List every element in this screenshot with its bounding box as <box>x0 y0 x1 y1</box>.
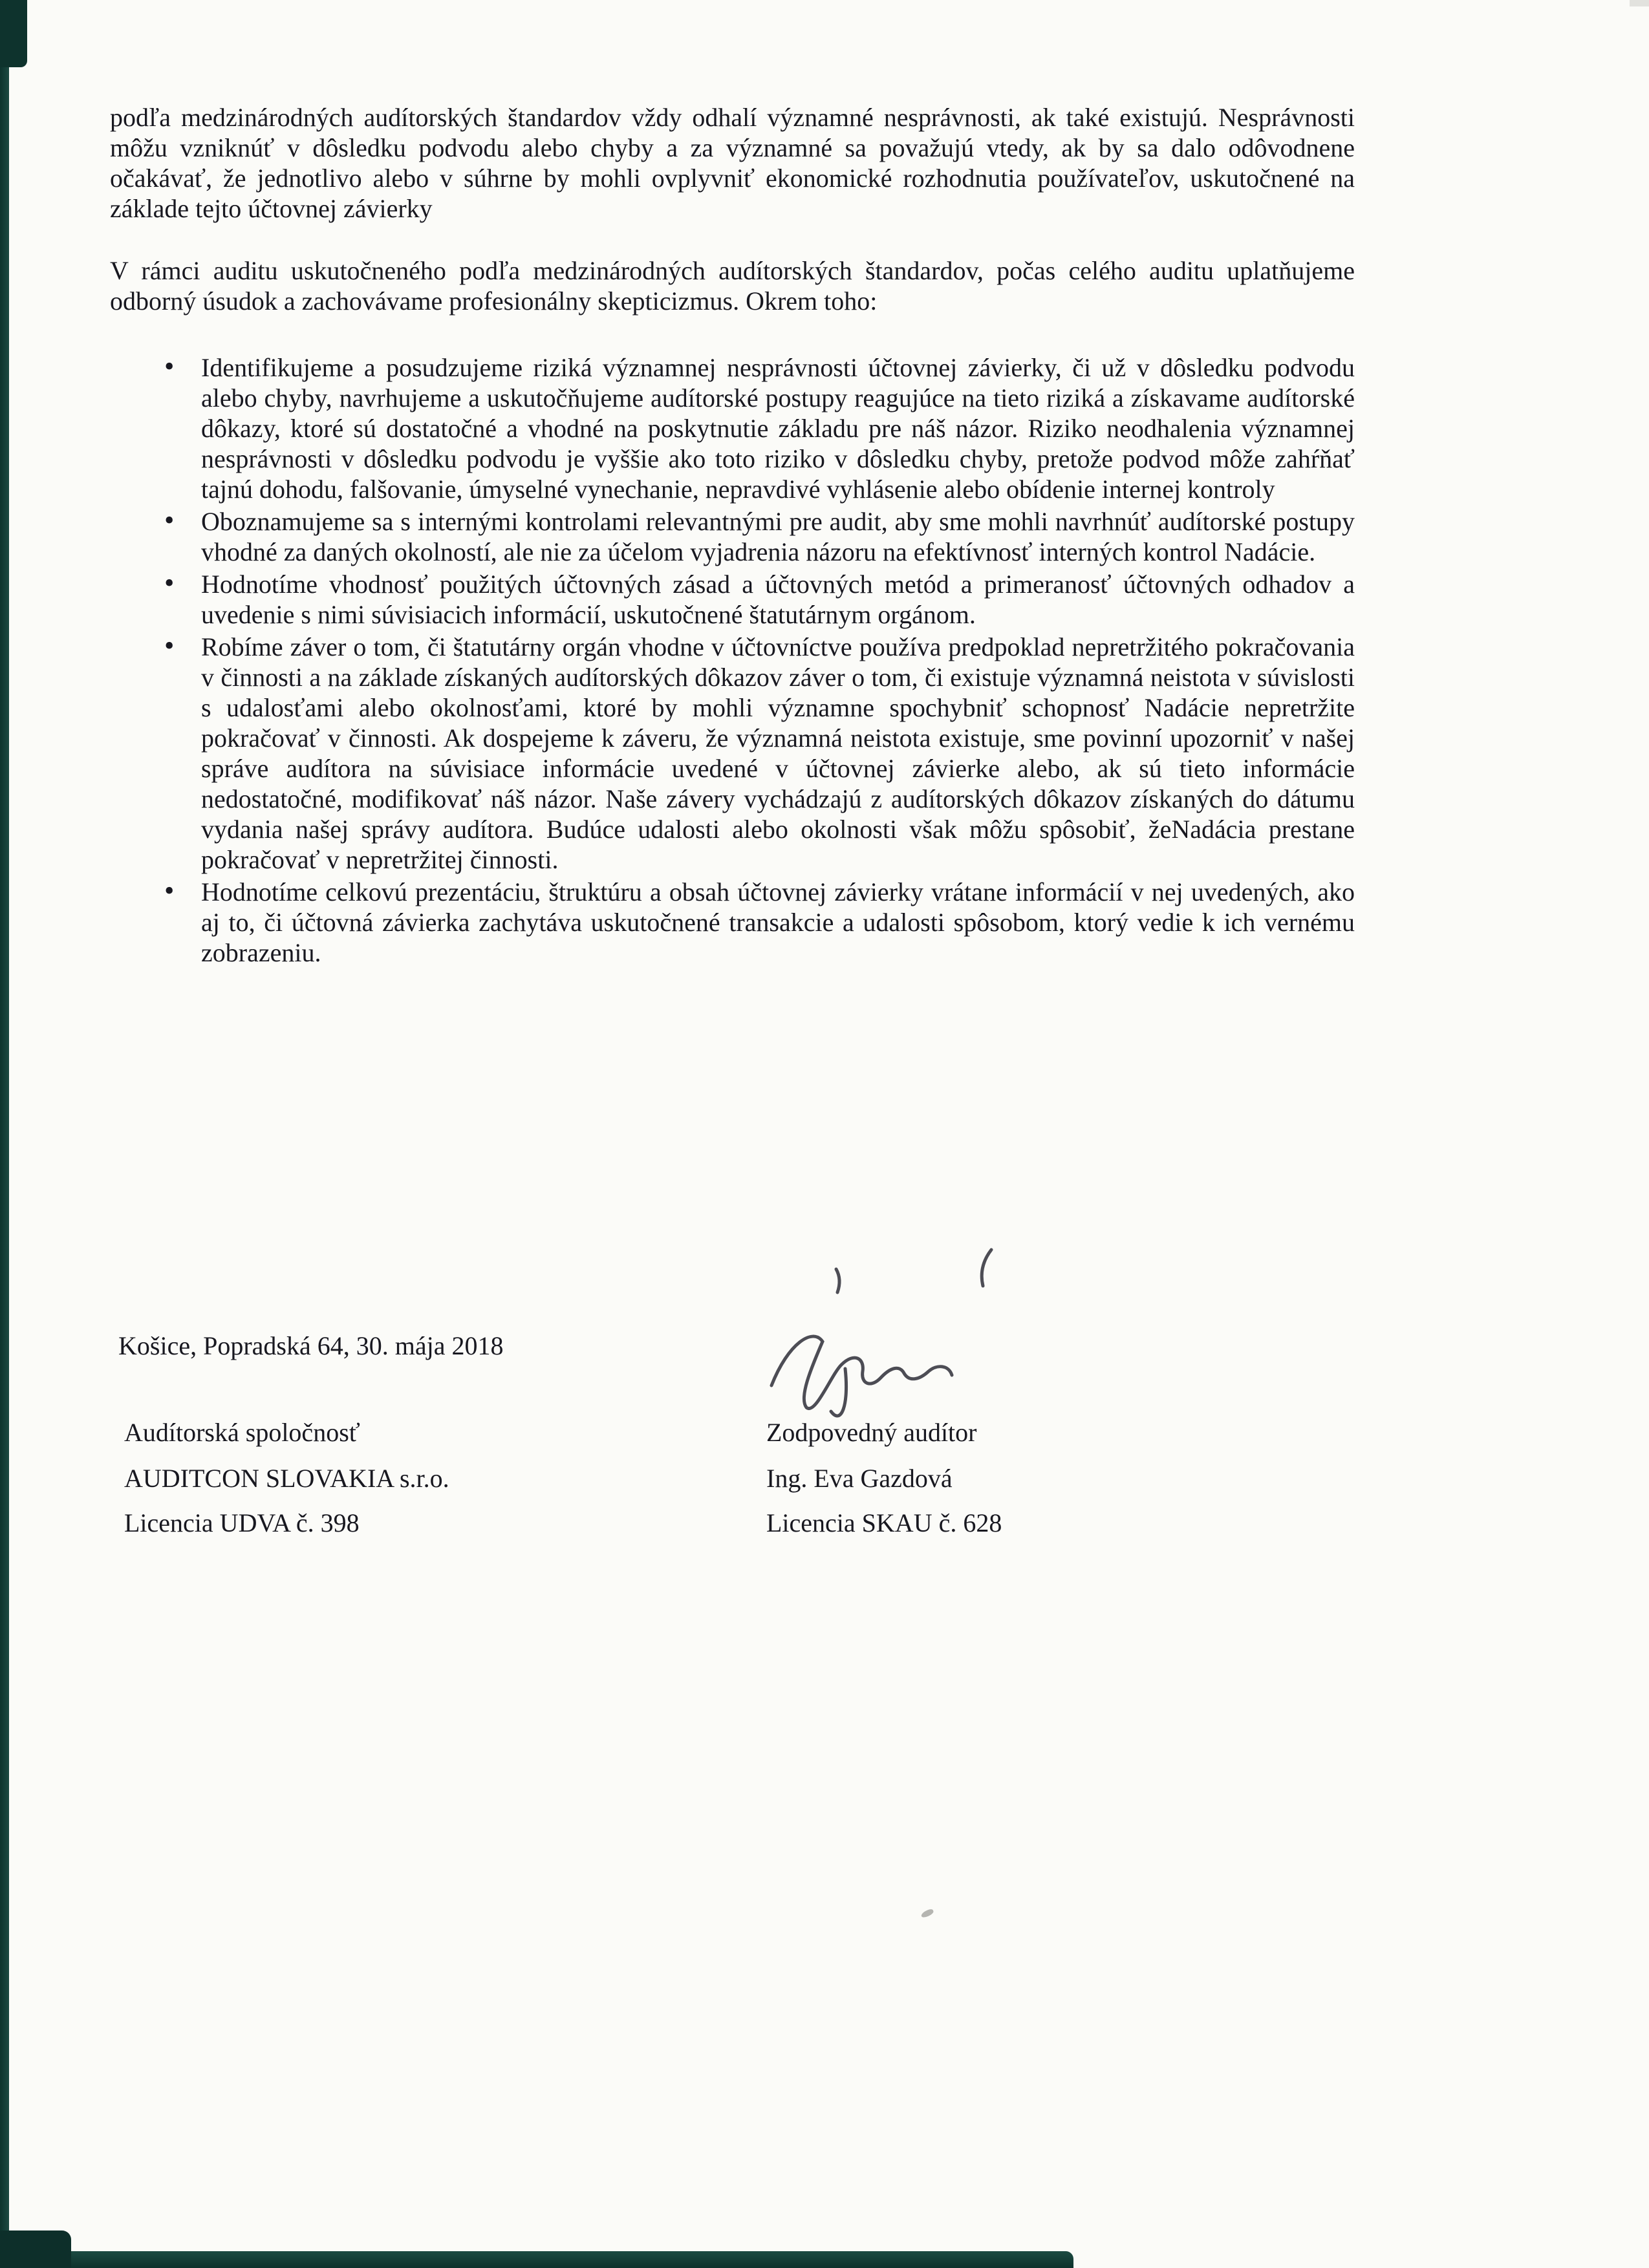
signature-block-company <box>124 1417 449 1538</box>
bullet-item-accounting-policies: • Hodnotíme vhodnosť použitých účtovných zásad a účtovných metód a primeranosť účtovných odhadov a uvedenie s nimi súvisiacich informácií, uskutočnené štatutárnym orgánom. <box>164 569 1355 630</box>
paragraph-misstatements: podľa medzinárodných audítorských štandardov vždy odhalí významné nesprávnosti, ak také existujú. Nesprávnosti môžu vzniknúť v dôsledku podvodu alebo chyby a za významné sa považujú vtedy, ak by sa dalo odôvodnene očakávať, že jednotlivo alebo v súhrne by mohli ovplyvniť ekonomické rozhodnutia používateľov, uskutočnené na základe tejto účtovnej závierky <box>110 103 1355 223</box>
auditor-role-label: Zodpovedný audítor <box>766 1418 977 1447</box>
scan-artifact-bottom-left-corner <box>0 2231 71 2268</box>
bullet-item-going-concern: • Robíme záver o tom, či štatutárny orgán vhodne v účtovníctve používa predpoklad nepretržitého pokračovania v činnosti a na základe získaných audítorských dôkazov záver o tom, či existuje významná neistota v súvislosti s udalosťami alebo okolnosťami, ktoré by mohli významne spochybniť schopnosť Nadácie nepretržite pokračovať v činnosti. Ak dospejeme k záveru, že významná neistota existuje, sme povinní upozorniť v našej správe audítora na súvisiace informácie uvedené v účtovnej závierke alebo, ak sú tieto informácie nedostatočné, modifikovať náš názor. Naše závery vychádzajú z audítorských dôkazov získaných do dátumu vydania našej správy audítora. Budúce udalosti alebo okolnosti však môžu spôsobiť, žeNadácia prestane pokračovať v nepretržitej činnosti. <box>164 632 1355 875</box>
bullet-list <box>110 352 1355 968</box>
signature-descender-stroke <box>831 1369 846 1416</box>
signature-main-stroke <box>771 1336 952 1408</box>
bullet-item-identify-risks: • Identifikujeme a posudzujeme riziká významnej nesprávnosti účtovnej závierky, či už v dôsledku podvodu alebo chyby, navrhujeme a uskutočňujeme audítorské postupy reagujúce na tieto riziká a získavame audítorské dôkazy, ktoré sú dostatočné a vhodné na poskytnutie základu pre náš názor. Riziko neodhalenia významnej nesprávnosti v dôsledku podvodu je vyššie ako toto riziko v dôsledku chyby, pretože podvod môže zahŕňať tajnú dohodu, falšovanie, úmyselné vynechanie, nepravdivé vyhlásenie alebo obídenie internej kontroly <box>164 352 1355 504</box>
handwritten-signature <box>734 1245 1038 1432</box>
bullet-item-internal-controls: • Oboznamujeme sa s internými kontrolami relevantnými pre audit, aby sme mohli navrhnúť audítorské postupy vhodné za daných okolností, ale nie za účelom vyjadrenia názoru na efektívnosť interných kontrol Nadácie. <box>164 506 1355 567</box>
scan-artifact-top-right <box>1630 0 1649 6</box>
signature-block-auditor <box>766 1417 1002 1538</box>
scan-artifact-left-edge <box>0 0 9 2268</box>
scan-artifact-bottom-edge <box>0 2251 1073 2268</box>
document-body <box>110 102 1355 970</box>
scan-smudge-mark <box>920 1908 934 1918</box>
signature-tick-mark <box>836 1269 839 1292</box>
company-license: Licencia UDVA č. 398 <box>124 1508 360 1537</box>
company-name: AUDITCON SLOVAKIA s.r.o. <box>124 1464 449 1493</box>
bullet-item-overall-presentation: • Hodnotíme celkovú prezentáciu, štruktúru a obsah účtovnej závierky vrátane informácií v nej uvedených, ako aj to, či účtovná závierka zachytáva uskutočnené transakcie a udalosti spôsobom, ktorý vedie k ich vernému zobrazeniu. <box>164 877 1355 968</box>
company-role-label: Audítorská spoločnosť <box>124 1418 360 1447</box>
place-date-line: Košice, Popradská 64, 30. mája 2018 <box>118 1331 504 1360</box>
signature-paren-mark <box>982 1250 991 1286</box>
scan-artifact-top-left-corner <box>0 0 27 67</box>
auditor-license: Licencia SKAU č. 628 <box>766 1508 1002 1537</box>
auditor-name: Ing. Eva Gazdová <box>766 1464 953 1493</box>
paragraph-professional-skepticism: V rámci auditu uskutočneného podľa medzinárodných audítorských štandardov, počas celého auditu uplatňujeme odborný úsudok a zachovávame profesionálny skepticizmus. Okrem toho: <box>110 256 1355 316</box>
